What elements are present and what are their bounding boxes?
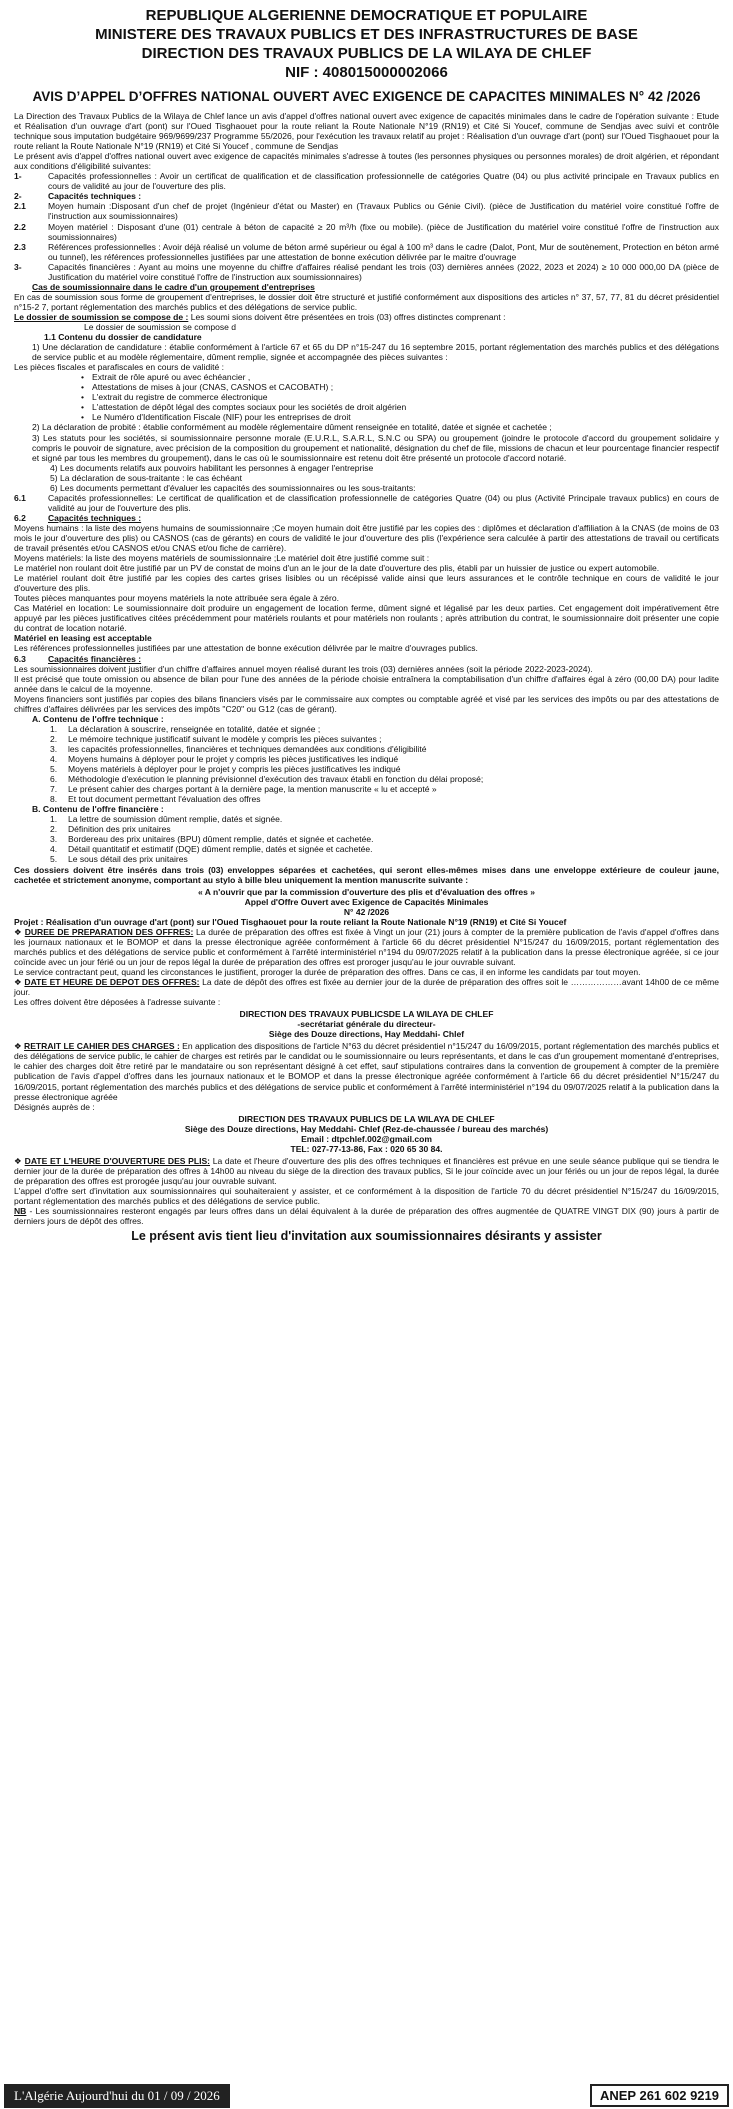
dossier-intro: Le dossier de soumission se compose de : Les soumi sions doivent être présentées en trois (03) offres distinctes comprenant :: [14, 311, 506, 322]
address1-direction: DIRECTION DES TRAVAUX PUBLICSDE LA WILAYA DE CHLEF: [239, 1009, 494, 1020]
financieres-p3: Moyens financiers sont justifiés par copies des bilans financiers visés par le commissaire aux comptes ou comptable agréé et visé par les services des impôts ou par des attestations de chiffres d'affaires délivrées par les services des impôts "C20" ou G12 (cas de gérant).: [14, 693, 719, 714]
pieces-list: [14, 372, 719, 422]
header-direction: DIRECTION DES TRAVAUX PUBLICS DE LA WILAYA DE CHLEF: [141, 45, 592, 62]
groupement-text: En cas de soumission sous forme de groupement d'entreprises, le dossier doit être structuré et justifié conformément aux dispositions des articles n° 37, 57, 77, 81 du décret présidentiel n°15-2 7, portant réglementation des marchés publics et des délégations de service public.: [14, 291, 719, 312]
list-item: • L'attestation de dépôt légal des comptes sociaux pour les sociétés de droit algérien: [92, 402, 719, 412]
list-item: 2. Définition des prix unitaires: [50, 824, 171, 835]
anep-reference: ANEP 261 602 9219: [590, 2084, 729, 2107]
list-item: 8. Et tout document permettant l'évaluation des offres: [50, 794, 261, 805]
statuts: 3) Les statuts pour les sociétés, si soumissionnaire personne morale (E.U.R.L, S.A.R.L, S.N.C ou SPA) ou groupement (joindre le protocole d'accord du groupement solidaire y compris le pouvoir de signature, avec précision de la composition du groupement et nationalité, désignation du chef de file, missions de chacun et leur pourcentage financier respectif et signé par tous les membres du groupement), dans le cas où le soumissionnaire est retenu doit être présenté un protocole d'accord notarié.: [32, 432, 720, 463]
invitation-text: L'appel d'offre sert d'invitation aux soumissionnaires qui souhaiteraient y assister, et ce conformément à la disposition de l'article 70 du décret présidentiel N°15/247 du 16/09/2015, portant réglementation des marchés publics et des délégations de service public.: [14, 1185, 719, 1207]
list-item: 5. Moyens matériels à déployer pour le projet y compris les pièces justificatives les indiqué: [50, 764, 401, 775]
projet-line: Projet : Réalisation d'un ouvrage d'art (pont) sur l'Oued Tisghaouet pour la route reliant la Route Nationale N°19 (RN19) et Cité Si Youcef: [14, 916, 567, 927]
contact-email: Email : dtpchlef.002@gmail.com: [301, 1133, 432, 1144]
financieres-p2: Il est précisé que toute omission ou absence de bilan pour l'une des années de la période choisie entraînera la comptabilisation d'un chiffre d'affaires égal à zéro (00,00 DA) pour ladite année dans le calcul de la moyenne.: [14, 673, 719, 694]
materiel-non-roulant: Le matériel non roulant doit être justifié par un PV de constat de moins d'un an le jour de la date d'ouverture des plis, établi par un huissier de justice ou expert automobile.: [14, 563, 660, 574]
depot-adresse: Les offres doivent être déposées à l'adresse suivante :: [14, 997, 221, 1008]
envelope-type: Appel d'Offre Ouvert avec Exigence de Capacités Minimales: [244, 896, 489, 907]
eligibility-item: 2.3 Références professionnelles : Avoir déjà réalisé un volume de béton armé supérieur ou égal à 100 m³ dans le cadre (Dalot, Pont, Mur de soutènement, Protection en béton armé ou tunnel), les références professionnelles justifiées par une attestation de bonne exécution délivrée par le maitre d'ouvrage: [14, 241, 719, 262]
header-republic: REPUBLIQUE ALGERIENNE DEMOCRATIQUE ET POPULAIRE: [145, 7, 588, 24]
intro-paragraph: La Direction des Travaux Publics de la Wilaya de Chlef lance un avis d'appel d'offres national ouvert avec exigence de capacités minimales dans le cadre de l'opération suivante : Etude et Réalisation d'un ouvrage d'art (pont) sur l'Oued Tisghaouet pour la route reliant la Route Nationale N°19 (RN19) et Cité Si Youcef, commune de Sendjas avec suivi et contrôle technique sous imputation budgétaire 969/9699/237 Programme 55/2026, pour l'exécution les travaux relatif au projet : Réalisation d'un ouvrage d'art (pont) sur l'Oued Tisghaouet pour la route reliant la Route Nationale N°19 (RN19) et Cité Si Youcef , commune de Sendjas: [14, 111, 719, 152]
notice-title: AVIS D’APPEL D’OFFRES NATIONAL OUVERT AVEC EXIGENCE DE CAPACITES MINIMALES N° 42 /2026: [32, 89, 701, 104]
offre-financiere-heading: B. Contenu de l'offre financière :: [32, 804, 164, 815]
designes-aupres: Désignés auprès de :: [14, 1101, 95, 1112]
list-item: 1. La lettre de soumission dûment remplie, datés et signée.: [50, 814, 283, 825]
list-item: • Attestations de mises à jour (CNAS, CASNOS et CACOBATH) ;: [92, 382, 719, 392]
documents-capacites: 6) Les documents permettant d'évaluer les capacités des soumissionnaires ou les sous-traitants:: [50, 482, 416, 493]
eligibility-item: 2.2 Moyen matériel : Disposant d'une (01) centrale à béton de capacité ≥ 20 m³/h (fixe ou mobile). (pièce de Justification du matériel voire constitué l'offre de l'instruction aux soumissionnaires): [14, 221, 719, 242]
offre-technique-list: [14, 724, 719, 804]
list-item: 6. Méthodologie d'exécution le planning prévisionnel d'exécution des travaux établi en fonction du délai proposé;: [50, 774, 484, 785]
address2-direction: DIRECTION DES TRAVAUX PUBLICS DE LA WILAYA DE CHLEF: [238, 1113, 495, 1124]
list-item: 3. les capacités professionnelles, financières et techniques demandées aux conditions d'éligibilité: [50, 743, 427, 754]
groupement-title: Cas de soumissionnaire dans le cadre d'un groupement d'entreprises: [32, 281, 315, 292]
dossier-line: Le dossier de soumission se compose d: [84, 321, 237, 332]
list-item: 4. Moyens humains à déployer pour le projet y compris les pièces justificatives les indiqué: [50, 754, 399, 764]
eligibility-item: 2.1 Moyen humain :Disposant d'un chef de projet (Ingénieur d'état ou Master) en (Travaux Publics ou Génie Civil). (pièce de Justification du matériel voire constitué l'offre de l'instruction aux soumissionnaires): [14, 201, 719, 222]
list-item: 5. Le sous détail des prix unitaires: [50, 854, 188, 865]
notice-body: [14, 111, 719, 1226]
envelopes-text: Ces dossiers doivent être insérés dans trois (03) enveloppes séparées et cachetées, qui seront elles-mêmes mises dans une enveloppe extérieure de couleur jaune, cachetée et strictement anonyme, comportant au stylo à bille bleu uniquement la mention manuscrite suivante :: [14, 864, 719, 885]
pouvoirs: 4) Les documents relatifs aux pouvoirs habilitant les personnes à engager l'entreprise: [50, 462, 374, 473]
header-nif: NIF : 408015000002066: [285, 64, 448, 81]
candidature-heading: 1.1 Contenu du dossier de candidature: [44, 332, 202, 343]
moyens-materiels: Moyens matériels: la liste des moyens matériels de soumissionnaire ;Le matériel doit être justifié comme suit :: [14, 553, 430, 564]
pieces-fiscales: Les pièces fiscales et parafiscales en cours de validité :: [14, 362, 224, 373]
address1-secretariat: -secrétariat générale du directeur-: [297, 1019, 436, 1030]
list-item: 2. Le mémoire technique justificatif suivant le modèle y compris les pièces suivantes ;: [50, 733, 382, 744]
list-item: • Le Numéro d'Identification Fiscale (NIF) pour les entreprises de droit: [92, 412, 719, 422]
financieres-heading: 6.3 Capacités financières :: [14, 653, 142, 664]
eligibility-item: 1- Capacités professionnelles : Avoir un certificat de qualification et de classification professionnelle de catégories Quatre (04) ou plus activité principale en Travaux publics en cours de validité au jour de l'ouverture des plis.: [14, 171, 719, 192]
newspaper-date: L'Algérie Aujourd'hui du 01 / 09 / 2026: [4, 2084, 230, 2108]
list-item: • L'extrait du registre de commerce électronique: [92, 392, 719, 402]
eligibility-list: [14, 171, 719, 282]
techniques-heading: 6.2 Capacités techniques :: [14, 512, 142, 523]
declaration-probite: 2) La déclaration de probité : établie conformément au modèle réglementaire dûment renseignée en totalité, datée et signée et cachetée ;: [32, 422, 552, 433]
capacites-professionnelles: 6.1 Capacités professionnelles: Le certificat de qualification et de classification professionnelle de catégories Quatre (04) ou plus (Activité Principale travaux publics) en cours de validité au jour de l'ouverture des plis.: [14, 492, 719, 513]
footer: [0, 2082, 733, 2109]
closing-statement: Le présent avis tient lieu d'invitation aux soumissionnaires désirants y assister: [131, 1229, 602, 1244]
duree-prorogation: Le service contractant peut, quand les circonstances le justifient, proroger la durée de préparation des offres. Dans ce cas, il en informe les candidats par tout moyen.: [14, 966, 641, 977]
envelope-mention: « A n'ouvrir que par la commission d'ouverture des plis et d'évaluation des offres »: [198, 886, 535, 897]
financieres-p1: Les soumissionnaires doivent justifier d'un chiffre d'affaires annuel moyen réalisé durant les trois (03) dernières années (soit la période 2022-2023-2024).: [14, 663, 593, 674]
contact-phone: TEL: 027-77-13-86, Fax : 020 65 30 84.: [290, 1143, 443, 1154]
duree-preparation: ❖ DUREE DE PREPARATION DES OFFRES: La durée de préparation des offres est fixée à Vingt un jour (21) jours à compter de la première publication de l'avis d'appel d'offres dans les journaux nationaux et le BOMOP et dans la presse électronique agréée conformément à l'article 66 du décret présidentiel N°15/247 du 16/09/2015, portant réglementation des marchés publics et des délégations de service public et conformément à l'arrêté interministériel n°194 du 09/07/2025 relatif à la publication dans la presse électronique agréée, si ce jour coïncide avec un jour férié ou un jour de repos légal la durée de préparation des offres est proroger jusqu'au le jour ouvrable suivant.: [14, 926, 720, 967]
list-item: • Extrait de rôle apuré ou avec échéancier ,: [92, 372, 719, 382]
date-depot: ❖ DATE ET HEURE DE DEPOT DES OFFRES: La date de dépôt des offres est fixée au dernier jour de la durée de préparation des offres soit le ………………avant 14h00 de ce même jour.: [14, 977, 719, 998]
list-item: 1. La déclaration à souscrire, renseignée en totalité, datée et signée ;: [50, 723, 321, 734]
references-professionnelles: Les références professionnelles justifiées par une attestation de bonne exécution délivrée par le maitre d'ouvrages publics.: [14, 643, 478, 654]
declaration-candidature: 1) Une déclaration de candidature : établie conformément à l'article 67 et 65 du DP n°15-247 du 16 septembre 2015, portant réglementation des marchés publics et des délégations de service public et au modèle réglementaire, dûment remplie, signée et accompagnée des pièces suivantes :: [32, 342, 719, 363]
sous-traitante: 5) La déclaration de sous-traitante : le cas échéant: [50, 472, 242, 483]
moyens-humains: Moyens humains : la liste des moyens humains de soumissionnaire ;Ce moyen humain doit être justifié par les copies des : diplômes et déclaration d'affiliation à la CNAS (de moins de 03 mois le jour d'ouverture des plis) ou CASNOS (cas de gérants) en cours de validité le jour d'ouverture des plis (l'expérience sera calculée à partir des attestations de travail ou certificats de travail présentés et/ou CASNOS et/ou CNAS et/ou fiche de carrière).: [14, 522, 719, 554]
address2-siege: Siège des Douze directions, Hay Meddahi- Chlef (Rez-de-chaussée / bureau des marchés): [184, 1123, 549, 1134]
intro-eligibility: Le présent avis d'appel d'offres national ouvert avec exigence de capacités minimales s'adresse à toutes (les personnes physiques ou personnes morales) de droit algérien, et répondant aux conditions d'éligibilité suivantes:: [14, 151, 719, 172]
eligibility-item: 3- Capacités financières : Ayant au moins une moyenne du chiffre d'affaires réalisé pendant les trois (03) dernières années (2022, 2023 et 2024) ≥ 10 000 000,00 DA (pièce de Justification du matériel voire constitué l'offre de l'instruction aux soumissionnaires): [14, 261, 719, 282]
materiel-roulant: Le matériel roulant doit être justifié par les copies des cartes grises lisibles ou un récépissé valide ainsi que leurs assurances et le contrôle technique en cours de validité le jour d'ouverture des plis.: [14, 573, 719, 594]
retrait-cahier: ❖ RETRAIT LE CAHIER DES CHARGES : En application des dispositions de l'article N°63 du décret présidentiel n°15/247 du 16/09/2015, portant réglementation des marchés publics et des délégations de service public, le cahier de charges est retirés par le candidat ou le soumissionnaire ou leurs représentants, et dans le cas d'un groupement momentané d'entreprises, le cahier des charges doit être retiré par le mandataire ou son représentant désigné à cet effet, sauf stipulations contraires dans la convention de groupement à compter de la première publication de l'avis d'appel d'offres dans les journaux nationaux et le BOMOP et dans la presse électronique agréée conformément à l'article 66 du décret présidentiel N°15/247 du 16/09/2015, portant réglementation des marchés publics et des délégations de service public et conformément à l'arrêté interministériel n°194 du 09/07/2025 relatif à la publication dans la presse électronique agréée: [14, 1041, 719, 1102]
pieces-manquantes: Toutes pièces manquantes pour moyens matériels la note attribuée sera égale à zéro.: [14, 593, 339, 604]
eligibility-item: 2- Capacités techniques :: [14, 191, 142, 202]
materiel-leasing: Matériel en leasing est acceptable: [14, 633, 152, 644]
header-ministry: MINISTERE DES TRAVAUX PUBLICS ET DES INFRASTRUCTURES DE BASE: [95, 26, 638, 43]
address1-siege: Siège des Douze directions, Hay Meddahi- Chlef: [268, 1029, 465, 1040]
offre-technique-heading: A. Contenu de l'offre technique :: [32, 713, 164, 724]
offre-financiere-list: [14, 814, 719, 864]
list-item: 3. Bordereau des prix unitaires (BPU) dûment remplie, datés et signée et cachetée.: [50, 834, 374, 845]
list-item: 4. Détail quantitatif et estimatif (DQE) dûment remplie, datés et signée et cachetée.: [50, 844, 373, 855]
ouverture-plis: ❖ DATE ET L'HEURE D'OUVERTURE DES PLIS: La date et l'heure d'ouverture des plis des offres techniques et financières est prévue en une seule séance publique qui se tiendra le dernier jour de la durée de préparation des offres à 14h00 au niveau du siège de la direction des travaux publics, Si le jour coïncide avec un jour fériés ou un jour de repos légal, la durée de préparation des offres est prorogée jusqu'au jour ouvrable suivant.: [14, 1155, 719, 1186]
envelope-number: N° 42 /2026: [343, 906, 390, 917]
materiel-location: Cas Matériel en location: Le soumissionnaire doit produire un engagement de location ferme, dûment signé et légalisé par les deux parties. Cet engagement doit impérativement être appuyé par les pièces justificatives citées précédemment pour matériels roulants et pour matériels non roulants ; après attribution du contrat, le soumissionnaire doit présenter une copie du contrat de location notarié.: [14, 603, 719, 634]
nb-note: NB - Les soumissionnaires resteront engagés par leurs offres dans un délai équivalent à la durée de préparation des offres augmentée de QUATRE VINGT DIX (90) jours à partir de derniers jours de dépôt des offres.: [14, 1206, 719, 1227]
list-item: 7. Le présent cahier des charges portant à la dernière page, la mention manuscrite « lu et accepté »: [50, 784, 437, 795]
